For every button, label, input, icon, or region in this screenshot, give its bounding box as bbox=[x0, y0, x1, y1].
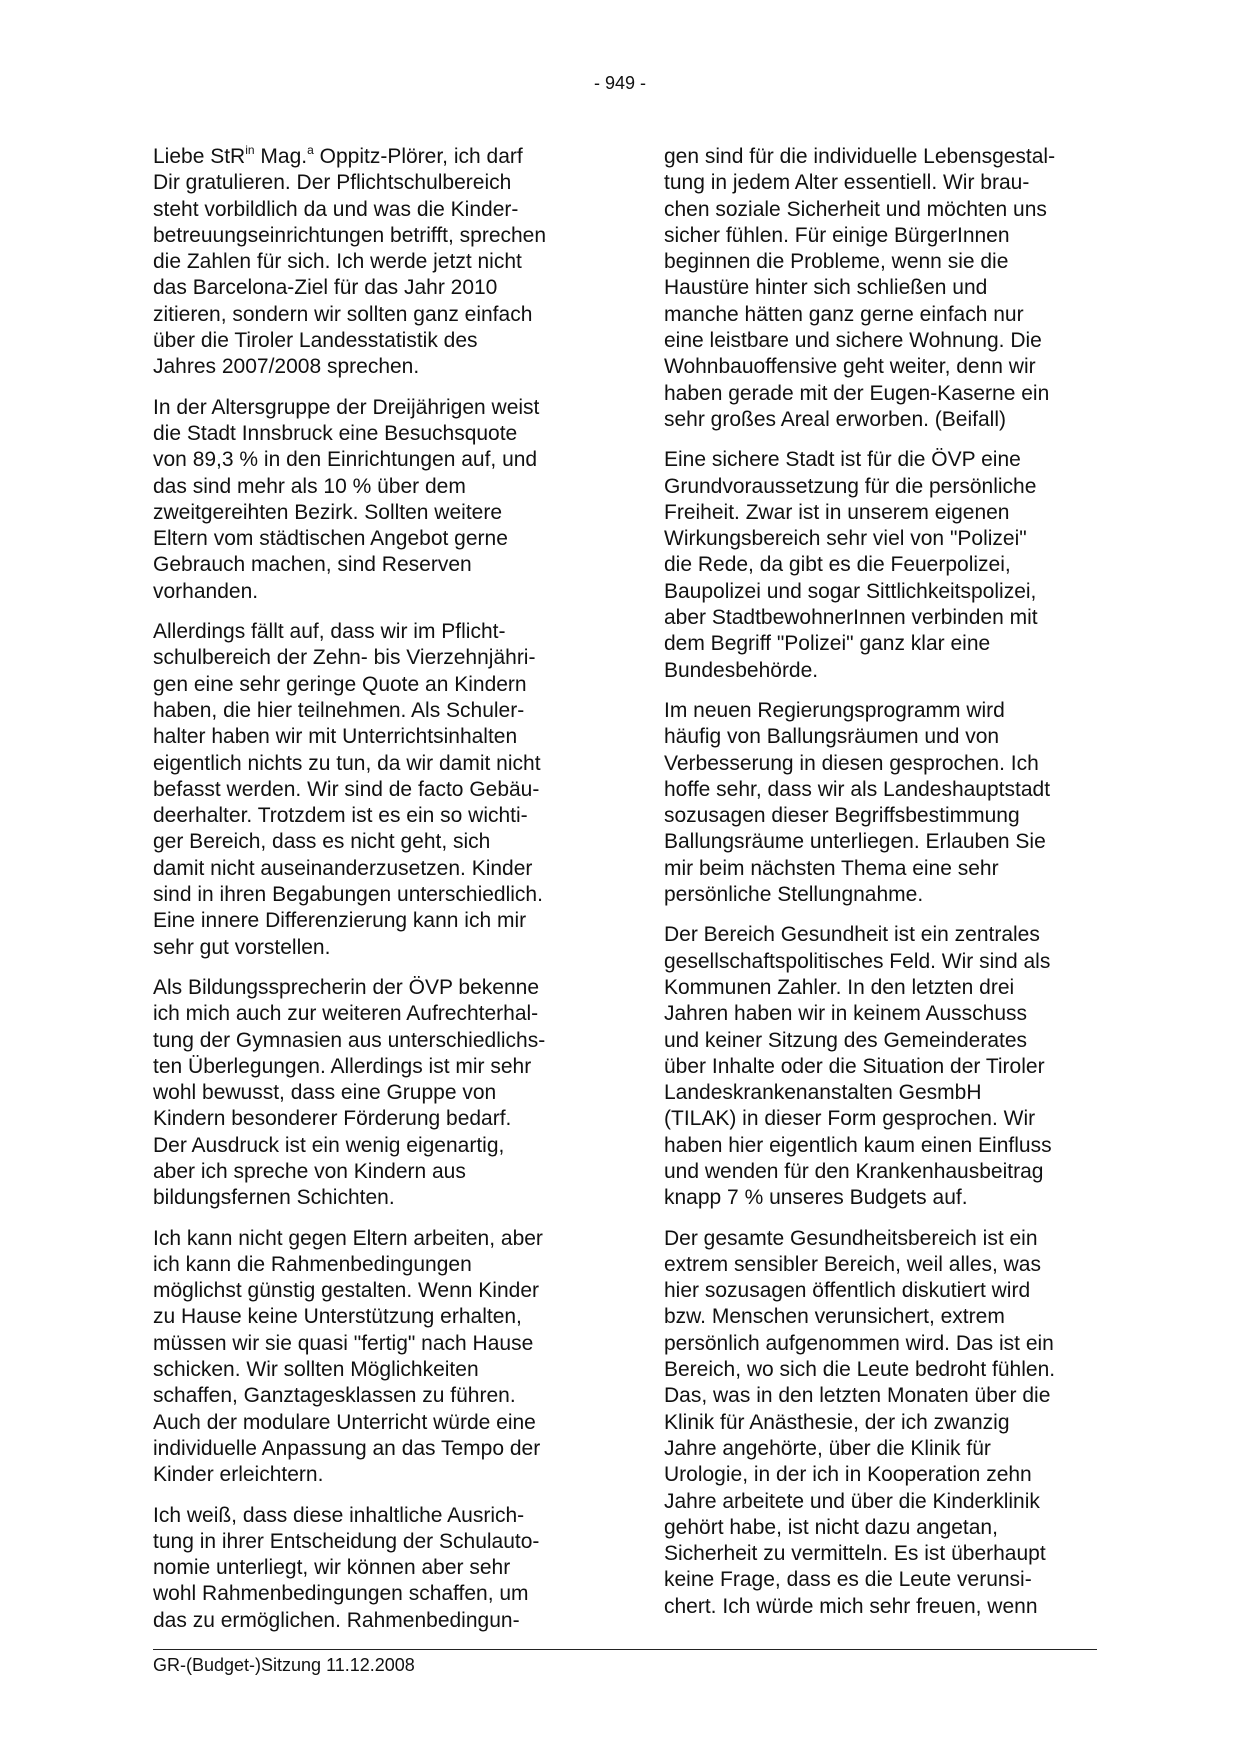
footer-divider bbox=[153, 1649, 1097, 1650]
paragraph: Als Bildungssprecherin der ÖVP bekenne ich mich auch zur weiteren Aufrechterhal- tung der Gymnasien aus unterschiedlichs- ten Überlegungen. Allerdings ist mir sehr wohl bewusst, dass eine Gruppe von Kindern besonderer Förderung bedarf. Der Ausdruck ist ein wenig eigenartig, aber ich spreche von Kindern aus bildungsfernen Schichten. bbox=[153, 975, 546, 1210]
paragraph: Ich kann nicht gegen Eltern arbeiten, aber ich kann die Rahmenbedingungen möglichst günstig gestalten. Wenn Kinder zu Hause keine Unterstützung erhalten, müssen wir sie quasi "fertig" nach Hause schicken. Wir sollten Möglichkeiten schaffen, Ganztagesklassen zu führen. Auch der modulare Unterricht würde eine individuelle Anpassung an das Tempo der Kinder erleichtern. bbox=[153, 1226, 543, 1487]
paragraph: Ich weiß, dass diese inhaltliche Ausrich- tung in ihrer Entscheidung der Schulauto- nomie unterliegt, wir können aber sehr wohl Rahmenbedingungen schaffen, um das zu ermöglichen. Rahmenbedingun- bbox=[153, 1503, 540, 1632]
paragraph-text: Liebe StR bbox=[153, 145, 246, 168]
paragraph: In der Altersgruppe der Dreijährigen weist die Stadt Innsbruck eine Besuchsquote von 89,3 % in den Einrichtungen auf, und das sind mehr als 10 % über dem zweitgereihten Bezirk. Sollten weitere Eltern vom städtischen Angebot gerne Gebrauch machen, sind Reserven vorhanden. bbox=[153, 395, 540, 603]
paragraph-text: Mag. bbox=[254, 145, 308, 168]
superscript: a bbox=[307, 143, 314, 157]
superscript: in bbox=[245, 143, 255, 157]
paragraph: gen sind für die individuelle Lebensgestal- tung in jedem Alter essentiell. Wir brau- chen soziale Sicherheit und möchten uns sicher fühlen. Für einige BürgerInnen beginnen die Probleme, wenn sie die Haustüre hinter sich schließen und manche hätten ganz gerne einfach nur eine leistbare und sichere Wohnung. Die Wohnbauoffensive geht weiter, denn wir haben gerade mit der Eugen-Kaserne ein sehr großes Areal erworben. (Beifall) bbox=[664, 145, 1056, 431]
paragraph: Der gesamte Gesundheitsbereich ist ein extrem sensibler Bereich, weil alles, was hier sozusagen öffentlich diskutiert wird bzw. Menschen verunsichert, extrem persönlich aufgenommen wird. Das ist ein Bereich, wo sich die Leute bedroht fühlen. Das, was in den letzten Monaten über die Klinik für Anästhesie, der ich zwanzig Jahre angehörte, über die Klinik für Urologie, in der ich in Kooperation zehn Jahre arbeitete und über die Kinderklinik gehört habe, ist nicht dazu angetan, Sicherheit zu vermitteln. Es ist überhaupt keine Frage, dass es die Leute verunsi- chert. Ich würde mich sehr freuen, wenn bbox=[664, 1226, 1056, 1618]
paragraph: Im neuen Regierungsprogramm wird häufig von Ballungsräumen und von Verbesserung in diesen gesprochen. Ich hoffe sehr, dass wir als Landeshauptstadt sozusagen dieser Begriffsbestimmung Ballungsräume unterliegen. Erlauben Sie mir beim nächsten Thema eine sehr persönliche Stellungnahme. bbox=[664, 698, 1051, 907]
paragraph: Allerdings fällt auf, dass wir im Pflicht- schulbereich der Zehn- bis Vierzehnjähri- gen eine sehr geringe Quote an Kindern haben, die hier teilnehmen. Als Schuler- halter haben wir mit Unterrichtsinhalten eigentlich nichts zu tun, da wir damit nicht befasst werden. Wir sind de facto Gebäu- deerhalter. Trotzdem ist es ein so wichti- ger Bereich, dass es nicht geht, sich damit nicht auseinanderzusetzen. Kinder sind in ihren Begabungen unterschiedlich. Eine innere Differenzierung kann ich mir sehr gut vorstellen. bbox=[153, 620, 543, 959]
page-number: - 949 - bbox=[593, 73, 647, 93]
left-column bbox=[153, 144, 593, 1648]
paragraph bbox=[153, 144, 593, 381]
paragraph: Eine sichere Stadt ist für die ÖVP eine Grundvoraussetzung für die persönliche Freiheit. Zwar ist in unserem eigenen Wirkungsbereich sehr viel von "Polizei" die Rede, da gibt es die Feuerpolizei, Baupolizei und sogar Sittlichkeitspolizei, aber StadtbewohnerInnen verbinden mit dem Begriff "Polizei" ganz klar eine Bundesbehörde. bbox=[664, 448, 1038, 682]
right-column bbox=[664, 144, 1104, 1634]
paragraph-text: Oppitz-Plörer, ich darf Dir gratulieren. Der Pflichtschulbereich steht vorbildlich da und was die Kinder- betreuungseinrichtungen betrifft, sprechen die Zahlen für sich. Ich werde jetzt nicht das Barcelona-Ziel für das Jahr 2010 zitieren, sondern wir sollten ganz einfach über die Tiroler Landesstatistik des Jahres 2007/2008 sprechen. bbox=[153, 145, 547, 379]
paragraph: Der Bereich Gesundheit ist ein zentrales gesellschaftspolitisches Feld. Wir sind als Kommunen Zahler. In den letzten drei Jahren haben wir in keinem Ausschuss und keiner Sitzung des Gemeinderates über Inhalte oder die Situation der Tiroler Landeskrankenanstalten GesmbH (TILAK) in dieser Form gesprochen. Wir haben hier eigentlich kaum einen Einfluss und wenden für den Krankenhausbeitrag knapp 7 % unseres Budgets auf. bbox=[664, 923, 1052, 1210]
footer-session-label: GR-(Budget-)Sitzung 11.12.2008 bbox=[153, 1655, 415, 1675]
